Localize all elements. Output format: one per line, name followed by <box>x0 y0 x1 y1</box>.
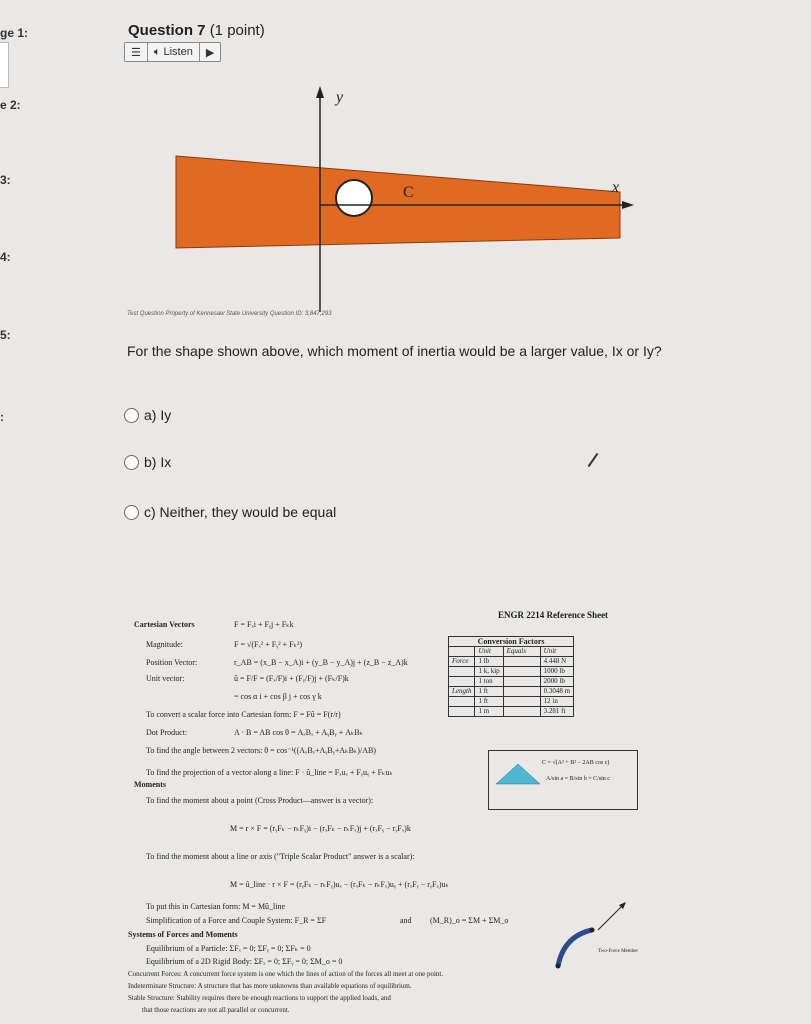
option-c-label: c) Neither, they would be equal <box>144 504 337 520</box>
conversion-header: Unit <box>540 647 573 657</box>
option-b[interactable] <box>124 454 171 470</box>
conversion-factors-table <box>448 636 574 717</box>
listen-toolbar <box>124 42 221 62</box>
table-row <box>449 707 574 717</box>
table-cell: 4.448 N <box>540 657 573 667</box>
table-cell <box>503 707 540 717</box>
dot-product-equation: A · B = AB cos θ = AₓBₓ + AᵧBᵧ + AₖBₖ <box>234 728 364 737</box>
table-row <box>449 667 574 677</box>
unit-vector-label: Unit vector: <box>146 674 185 683</box>
table-cell <box>503 687 540 697</box>
table-cell: 1 ton <box>475 677 503 687</box>
simplification-and: and <box>400 916 412 925</box>
member-end-pin <box>590 928 595 933</box>
table-cell <box>449 697 475 707</box>
y-axis-arrowhead <box>316 86 324 98</box>
table-cell <box>449 707 475 717</box>
moment-about-line: To find the moment about a line or axis ("Triple Scalar Product" answer is a scalar): <box>146 852 415 861</box>
table-cell: 3.281 ft <box>540 707 573 717</box>
table-cell <box>503 697 540 707</box>
conversion-title: Conversion Factors <box>449 637 574 647</box>
position-vector-equation: r_AB = (x_B − x_A)i + (y_B − y_A)j + (z_B − z_A)k <box>234 658 408 667</box>
menu-icon[interactable]: ☰ <box>125 43 148 61</box>
nav-page-2[interactable]: e 2: <box>0 98 21 112</box>
nav-page-5[interactable]: 5: <box>0 328 11 342</box>
magnitude-label: Magnitude: <box>146 640 183 649</box>
table-cell: 1000 lb <box>540 667 573 677</box>
two-force-member-label: Two-Force Member <box>598 949 638 954</box>
question-points: (1 point) <box>209 22 265 39</box>
angle-between-vectors: To find the angle between 2 vectors: θ = cos⁻¹((AₓBₓ+AᵧBᵧ+AₖBₖ)/AB) <box>146 746 376 755</box>
question-credit: Test Question Property of Kennesaw State University Question ID: 3,847,293 <box>127 311 332 317</box>
question-text: For the shape shown above, which moment of inertia would be a larger value, Ix or Iy? <box>127 343 662 359</box>
table-cell <box>503 667 540 677</box>
moments-heading: Moments <box>134 780 166 789</box>
nav-page-4[interactable]: 4: <box>0 250 11 264</box>
question-figure <box>160 80 640 320</box>
speaker-icon: 🔈︎ <box>153 45 161 58</box>
triangle-law-box <box>488 750 638 810</box>
nav-page-1-box <box>0 42 9 88</box>
pencil-mark <box>588 453 599 467</box>
table-cell: 1 lb <box>475 657 503 667</box>
unit-vector-equation: û = F/F = (Fₓ/F)i + (Fᵧ/F)j + (Fₖ/F)k <box>234 674 349 683</box>
cross-product-equation: M = r × F = (rᵧFₖ − rₖFᵧ)i − (rₓFₖ − rₖFₓ)j + (rₓFᵧ − rᵧFₓ)k <box>230 824 411 833</box>
page-navigation <box>0 0 112 1024</box>
radio-button[interactable] <box>124 455 139 470</box>
table-cell <box>449 677 475 687</box>
table-cell <box>449 667 475 677</box>
rigid-body-equilibrium: Equilibrium of a 2D Rigid Body: ΣFₓ = 0; ΣFᵧ = 0; ΣM_o = 0 <box>146 957 343 966</box>
table-cell <box>503 677 540 687</box>
conversion-header-blank <box>449 647 475 657</box>
magnitude-equation: F = √(Fₓ² + Fᵧ² + Fₖ²) <box>234 640 303 649</box>
stable-structure: Stable Structure: Stability requires there be enough reactions to support the applied loads, and <box>128 994 391 1002</box>
sheet-title: ENGR 2214 Reference Sheet <box>498 610 609 620</box>
nav-page-6[interactable]: : <box>0 410 4 424</box>
conversion-header: Unit <box>475 647 503 657</box>
circular-hole <box>336 180 372 216</box>
option-c[interactable] <box>124 504 336 520</box>
table-cell: 0.3048 m <box>540 687 573 697</box>
table-row <box>449 687 574 697</box>
table-cell: Length <box>449 687 475 697</box>
table-cell <box>503 657 540 667</box>
table-cell: 1 k, kip <box>475 667 503 677</box>
two-force-member-bar <box>558 930 592 966</box>
reference-sheet <box>118 600 638 1024</box>
moment-about-point: To find the moment about a point (Cross Product—answer is a vector): <box>146 796 374 805</box>
dot-product-label: Dot Product: <box>146 728 188 737</box>
listen-label: Listen <box>163 46 193 58</box>
x-axis-label: x <box>612 179 620 196</box>
option-a-label: a) Iy <box>144 407 172 423</box>
table-row <box>449 697 574 707</box>
question-number: Question 7 <box>128 22 206 39</box>
stable-structure-continued: that those reactions are not all parallel or concurrent. <box>142 1006 290 1014</box>
concurrent-forces: Concurrent Forces: A concurrent force system is one which the lines of action of the forces all meet at one point. <box>128 970 444 978</box>
cartesian-form: To put this in Cartesian form: M = Mû_line <box>146 902 286 911</box>
nav-page-1[interactable]: ge 1: <box>0 26 29 40</box>
radio-button[interactable] <box>124 505 139 520</box>
listen-button[interactable] <box>148 43 200 61</box>
table-cell: 1 ft <box>475 697 503 707</box>
triple-scalar-equation: M = û_line · r × F = (rᵧFₖ − rₖFᵧ)uₓ − (rₓFₖ − rₖFₓ)uᵧ + (rₓFᵧ − rᵧFₓ)uₖ <box>230 880 449 889</box>
table-row <box>449 657 574 667</box>
table-cell: 2000 lb <box>540 677 573 687</box>
member-end-pin <box>556 964 561 969</box>
law-of-sines: A/sin a = B/sin b = C/sin c <box>546 776 610 782</box>
table-cell: 1 m <box>475 707 503 717</box>
play-icon[interactable]: ▶ <box>205 46 215 59</box>
y-axis-label: y <box>336 89 344 106</box>
centroid-label: C <box>403 184 414 201</box>
resultant-moment-equation: (M_R)_o = ΣM + ΣM_o <box>430 916 509 925</box>
x-axis-arrowhead <box>622 201 634 209</box>
question-title <box>128 22 265 39</box>
systems-heading: Systems of Forces and Moments <box>128 930 238 939</box>
nav-page-3[interactable]: 3: <box>0 173 11 187</box>
table-cell: 12 in <box>540 697 573 707</box>
table-cell: Force <box>449 657 475 667</box>
tapered-beam-shape <box>176 156 620 248</box>
table-cell: 1 ft <box>475 687 503 697</box>
conversion-header: Equals <box>503 647 540 657</box>
option-a[interactable] <box>124 407 171 423</box>
force-definition: F = Fₓi + Fᵧj + Fₖk <box>234 620 294 629</box>
particle-equilibrium: Equilibrium of a Particle: ΣFₓ = 0; ΣFᵧ = 0; ΣFₖ = 0 <box>146 944 311 953</box>
convert-scalar-force: To convert a scalar force into Cartesian form: F = Fû = F(r/r) <box>146 710 341 719</box>
option-b-label: b) Ix <box>144 454 172 470</box>
two-force-member-icon <box>548 922 638 972</box>
radio-button[interactable] <box>124 408 139 423</box>
vector-projection: To find the projection of a vector along a line: F · û_line = Fₓuₓ + Fᵧuᵧ + Fₖuₖ <box>146 768 393 777</box>
triangle-diagram <box>496 764 540 784</box>
cartesian-vectors-heading: Cartesian Vectors <box>134 620 195 629</box>
position-vector-label: Position Vector: <box>146 658 198 667</box>
table-row <box>449 677 574 687</box>
force-couple-simplification: Simplification of a Force and Couple System: F_R = ΣF <box>146 916 327 925</box>
indeterminate-structure: Indeterminate Structure: A structure that has more unknowns than available equations of equilibrium. <box>128 982 412 990</box>
law-of-cosines: C = √(A² + B² − 2AB cos c) <box>542 760 610 766</box>
direction-cosine-equation: = cos α i + cos β j + cos γ k <box>234 692 322 701</box>
